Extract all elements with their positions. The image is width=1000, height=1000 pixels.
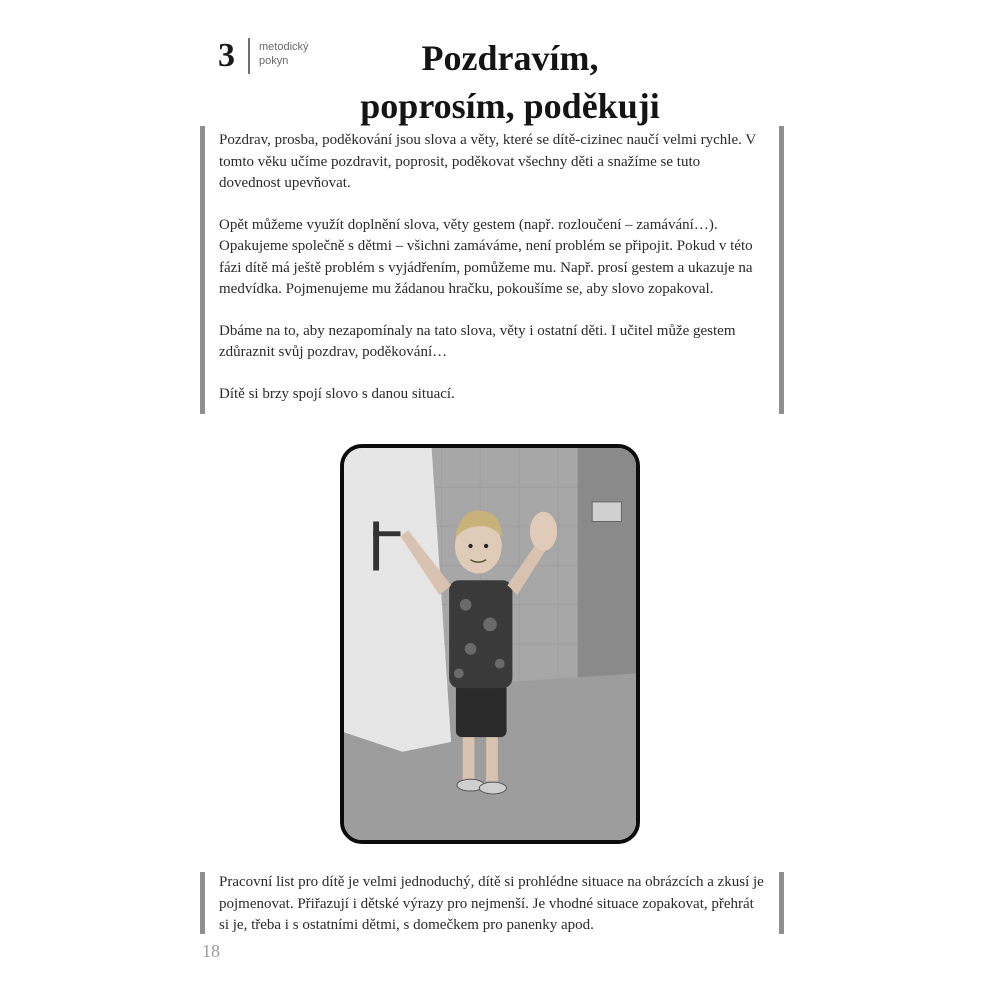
paragraph: Dítě si brzy spojí slovo s danou situací. bbox=[219, 385, 455, 402]
worksheet-note-block bbox=[200, 872, 784, 934]
page-title-line2: poprosím, poděkuji bbox=[360, 86, 660, 126]
page-title bbox=[300, 34, 720, 130]
paragraph: Opět můžeme využít doplnění slova, věty gestem (např. rozloučení – zamávání…). Opakujeme společně s dětmi – všichni zamáváme, není problém se připojit. Pokud v této fázi dítě má ještě problém s vyjádřením, pomůžeme mu. Např. prosí gestem a ukazuje na medvídka. Pojmenujeme mu žádanou hračku, pokoušíme se, aby slovo zopakoval. bbox=[219, 216, 753, 297]
intro-text-block bbox=[200, 126, 784, 414]
chapter-type-line2: pokyn bbox=[259, 55, 289, 67]
paragraph: Dbáme na to, aby nezapomínaly na tato slova, věty i ostatní děti. I učitel může gestem zdůraznit svůj pozdrav, poděkování… bbox=[219, 322, 736, 360]
chapter-type-line1: metodický bbox=[259, 41, 309, 53]
chapter-number: 3 bbox=[218, 37, 235, 74]
page-title-line1: Pozdravím, bbox=[421, 38, 599, 78]
photo-illustration bbox=[344, 448, 636, 840]
page-number: 18 bbox=[202, 941, 220, 961]
chapter-divider bbox=[248, 38, 250, 74]
paragraph: Pozdrav, prosba, poděkování jsou slova a věty, které se dítě-cizinec naučí velmi rychle. V tomto věku učíme pozdravit, poprosit, poděkovat všechny děti a snažíme se tuto dovednost upevňovat. bbox=[219, 132, 756, 191]
paragraph: Pracovní list pro dítě je velmi jednoduchý, dítě si prohlédne situace na obrázcích a zkusí je pojmenovat. Přiřazují i dětské výrazy pro nejmenší. Je vhodné situace zopakovat, přehrát si je, třeba i s ostatními dětmi, s domečkem pro panenky apod. bbox=[219, 874, 764, 933]
boy-waving-photo bbox=[340, 444, 640, 844]
